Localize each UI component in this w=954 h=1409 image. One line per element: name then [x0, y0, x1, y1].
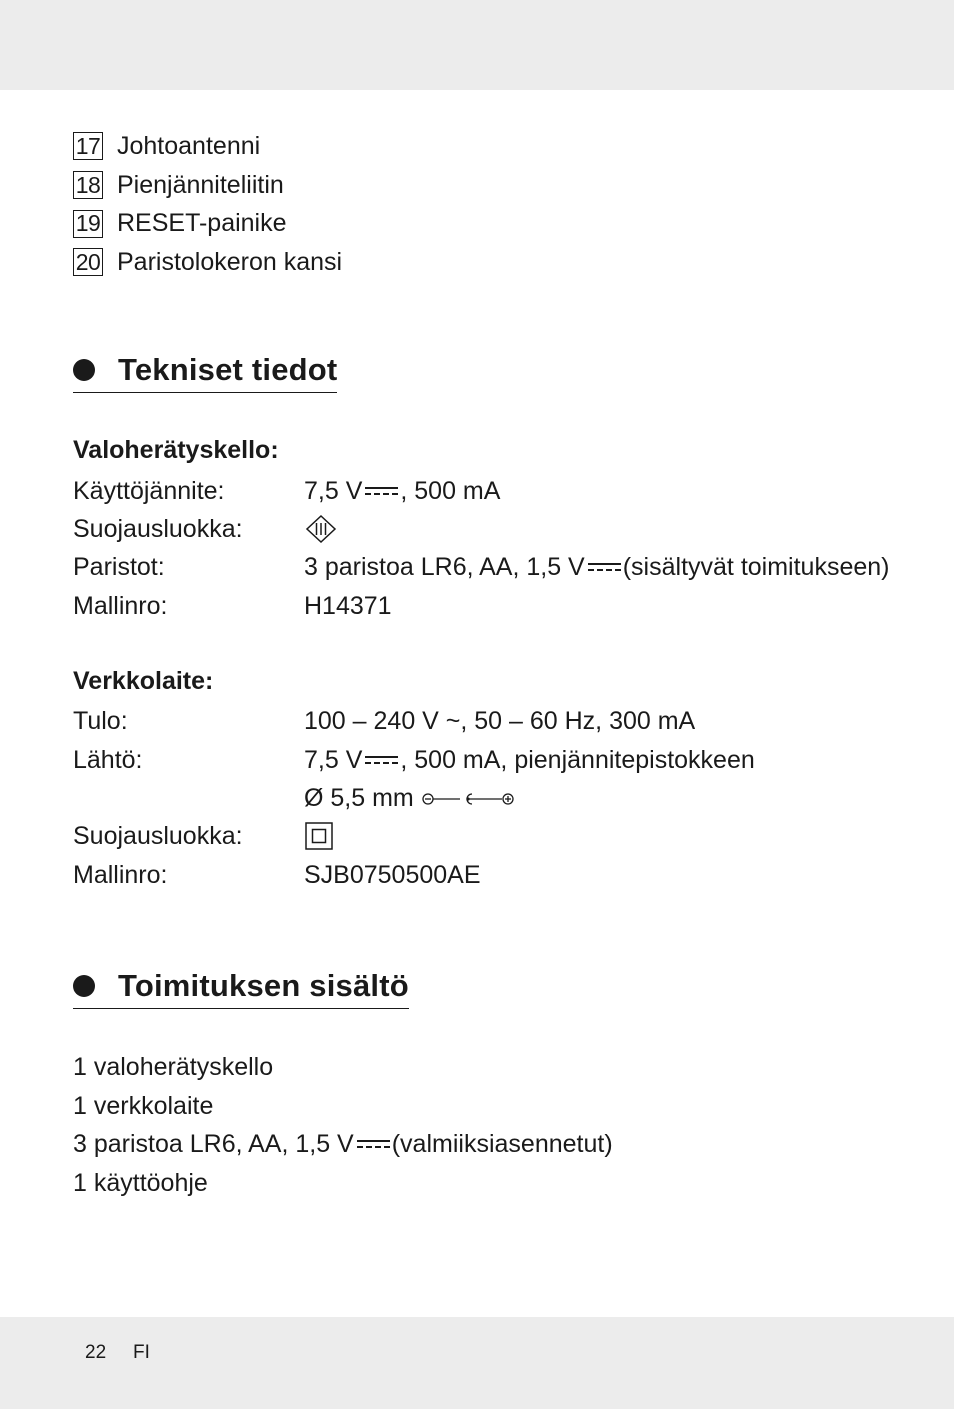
spec-value: 100 – 240 V ~, 50 – 60 Hz, 300 mA: [304, 706, 696, 735]
spec-value-text: , 500 mA: [400, 476, 501, 505]
part-label: Pienjänniteliitin: [117, 170, 284, 199]
part-number-box: 19: [73, 210, 103, 238]
spec-value: [304, 746, 755, 775]
subheading-adapter: Verkkolaite:: [73, 667, 214, 695]
spec-value: SJB0750500AE: [304, 860, 481, 889]
list-item: [73, 127, 342, 166]
spec-row: [73, 856, 481, 894]
spec-row: [73, 817, 334, 855]
list-item-text: (valmiiksiasennetut): [391, 1130, 613, 1159]
part-label: Paristolokeron kansi: [117, 247, 343, 276]
spec-label: Mallinro:: [73, 591, 168, 620]
protection-class-III-icon: [304, 514, 338, 544]
spec-row: [73, 548, 889, 586]
spec-value: [304, 553, 889, 582]
spec-label: Suojausluokka:: [73, 821, 243, 850]
list-item: [73, 166, 342, 205]
section-heading-tech: [73, 352, 337, 393]
part-number-box: 20: [73, 248, 103, 276]
spec-label: Suojausluokka:: [73, 514, 243, 543]
spec-value-text: , 500 mA, pienjännitepistokkeen: [400, 745, 755, 774]
spec-row: [73, 510, 338, 548]
spec-label: Tulo:: [73, 706, 128, 735]
list-item: [73, 243, 342, 282]
section-title: Toimituksen sisältö: [118, 968, 409, 1003]
spec-row: [73, 587, 392, 625]
spec-row: [73, 741, 755, 779]
spec-value: H14371: [304, 591, 392, 620]
section-title: Tekniset tiedot: [118, 352, 338, 387]
spec-row: [73, 702, 695, 740]
spec-value-text: 7,5 V: [304, 476, 363, 505]
part-number-box: 18: [73, 171, 103, 199]
part-label: Johtoantenni: [117, 131, 261, 160]
spec-value-text: 3 paristoa LR6, AA, 1,5 V: [304, 552, 585, 581]
polarity-icon: [420, 788, 520, 808]
spec-value-text: (sisältyvät toimitukseen): [622, 552, 890, 581]
dc-current-icon: [357, 1139, 390, 1150]
list-item: 1 valoherätyskello: [73, 1052, 274, 1081]
spec-label: Käyttöjännite:: [73, 476, 225, 505]
subheading-clock: Valoherätyskello:: [73, 436, 279, 464]
spec-label: Paristot:: [73, 552, 165, 581]
dc-current-icon: [365, 755, 398, 766]
spec-value: [304, 514, 338, 544]
parts-list: [73, 127, 342, 282]
part-label: RESET-painike: [117, 209, 287, 238]
spec-value: [304, 784, 520, 813]
page-number: 22: [85, 1342, 107, 1363]
protection-class-II-icon: [304, 821, 334, 851]
spec-label: Lähtö:: [73, 745, 143, 774]
top-margin-band: [0, 0, 954, 90]
spec-row: [73, 472, 500, 510]
section-heading-delivery: [73, 968, 409, 1009]
spec-value-text: Ø 5,5 mm: [304, 783, 414, 812]
dc-current-icon: [365, 486, 398, 497]
list-item-text: 3 paristoa LR6, AA, 1,5 V: [73, 1130, 354, 1159]
list-item: [73, 204, 342, 243]
dc-current-icon: [588, 562, 621, 573]
delivery-list: [73, 1048, 613, 1203]
list-item: 1 verkkolaite: [73, 1091, 214, 1120]
list-item: 1 käyttöohje: [73, 1168, 208, 1197]
spec-label: Mallinro:: [73, 860, 168, 889]
bullet-icon: [73, 975, 95, 997]
part-number-box: 17: [73, 132, 103, 160]
spec-row: [73, 779, 520, 817]
language-code: FI: [133, 1342, 150, 1363]
spec-value: [304, 821, 334, 851]
list-item: [73, 1125, 613, 1164]
spec-value-text: 7,5 V: [304, 745, 363, 774]
spec-value: [304, 477, 500, 506]
bullet-icon: [73, 359, 95, 381]
